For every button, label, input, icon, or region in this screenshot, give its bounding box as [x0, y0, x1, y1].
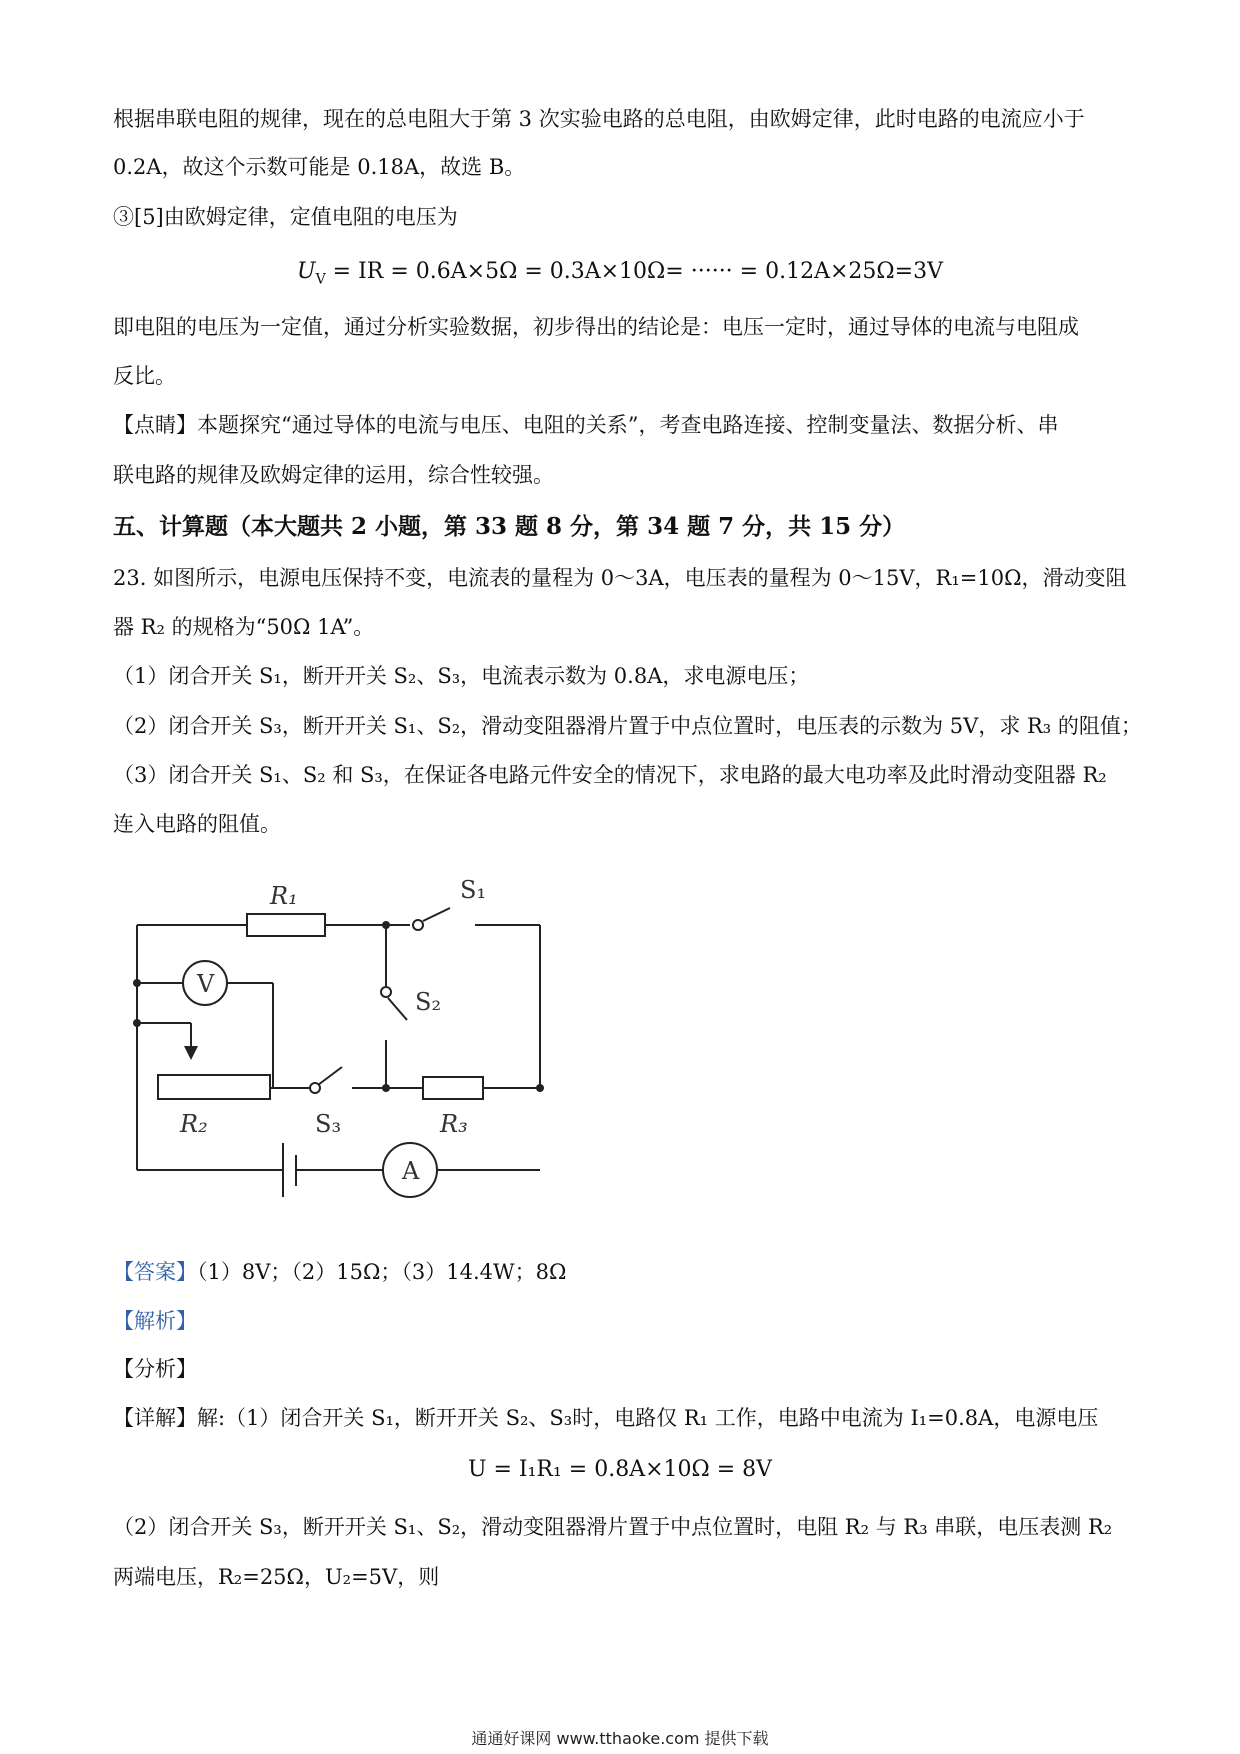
label-r1: R₁ [270, 882, 298, 910]
question-line: 连入电路的阻值。 [113, 812, 281, 836]
eq-u-symbol: U [297, 259, 316, 284]
ammeter-symbol: A [402, 1157, 420, 1185]
equation-voltage [0, 257, 1240, 294]
question-line: （1）闭合开关 S₁，断开开关 S₂、S₃，电流表示数为 0.8A，求电源电压； [113, 664, 810, 688]
paragraph-line: 0.2A，故这个示数可能是 0.18A，故选 B。 [113, 155, 526, 179]
label-s1: S₁ [460, 876, 487, 904]
section-heading: 五、计算题（本大题共 2 小题，第 33 题 8 分，第 34 题 7 分，共 15 分） [113, 513, 906, 540]
label-r3: R₃ [440, 1110, 468, 1138]
paragraph-line: 联电路的规律及欧姆定律的运用，综合性较强。 [113, 463, 554, 487]
circuit-diagram [120, 870, 560, 1220]
paragraph-line: 【点睛】本题探究“通过导体的电流与电压、电阻的关系”，考查电路连接、控制变量法、数据分析、串 [113, 413, 1059, 437]
detail-line: 两端电压，R₂=25Ω，U₂=5V，则 [113, 1565, 440, 1589]
question-line: 23. 如图所示，电源电压保持不变，电流表的量程为 0～3A，电压表的量程为 0～15V，R₁=10Ω，滑动变阻 [113, 566, 1127, 590]
label-s3: S₃ [315, 1110, 342, 1138]
equation-source-voltage: U = I₁R₁ = 0.8A×10Ω = 8V [467, 1457, 773, 1482]
page-footer: 通通好课网 www.tthaoke.com 提供下载 [471, 1729, 769, 1748]
fenxi-tag: 【分析】 [113, 1357, 197, 1381]
voltmeter-symbol: V [197, 970, 215, 998]
answer-text: （1）8V；（2）15Ω；（3）14.4W；8Ω [197, 1260, 567, 1284]
eq-rhs: = IR = 0.6A×5Ω = 0.3A×10Ω= ······ = 0.12A×25Ω=3V [325, 259, 943, 284]
answer-line [113, 1257, 566, 1287]
detail-line: 【详解】解:（1）闭合开关 S₁，断开开关 S₂、S₃时，电路仅 R₁ 工作，电路中电流为 I₁=0.8A，电源电压 [113, 1406, 1099, 1430]
question-line: （2）闭合开关 S₃，断开开关 S₁、S₂，滑动变阻器滑片置于中点位置时，电压表的示数为 5V，求 R₃ 的阻值； [113, 714, 1142, 738]
question-line: （3）闭合开关 S₁、S₂ 和 S₃，在保证各电路元件安全的情况下，求电路的最大电功率及此时滑动变阻器 R₂ [113, 763, 1107, 787]
detail-line: （2）闭合开关 S₃，断开开关 S₁、S₂，滑动变阻器滑片置于中点位置时，电阻 R₂ 与 R₃ 串联，电压表测 R₂ [113, 1515, 1113, 1539]
question-line: 器 R₂ 的规格为“50Ω 1A”。 [113, 615, 375, 639]
eq-u-subscript: V [315, 271, 326, 288]
paragraph-line: ③[5]由欧姆定律，定值电阻的电压为 [113, 205, 458, 229]
label-r2: R₂ [180, 1110, 208, 1138]
paragraph-line: 即电阻的电压为一定值，通过分析实验数据，初步得出的结论是：电压一定时，通过导体的电流与电阻成 [113, 315, 1079, 339]
paragraph-line: 反比。 [113, 364, 176, 388]
analysis-tag: 【解析】 [113, 1309, 197, 1333]
answer-tag: 【答案】 [113, 1260, 197, 1284]
label-s2: S₂ [415, 988, 442, 1016]
paragraph-line: 根据串联电阻的规律，现在的总电阻大于第 3 次实验电路的总电阻，由欧姆定律，此时电路的电流应小于 [113, 107, 1085, 131]
